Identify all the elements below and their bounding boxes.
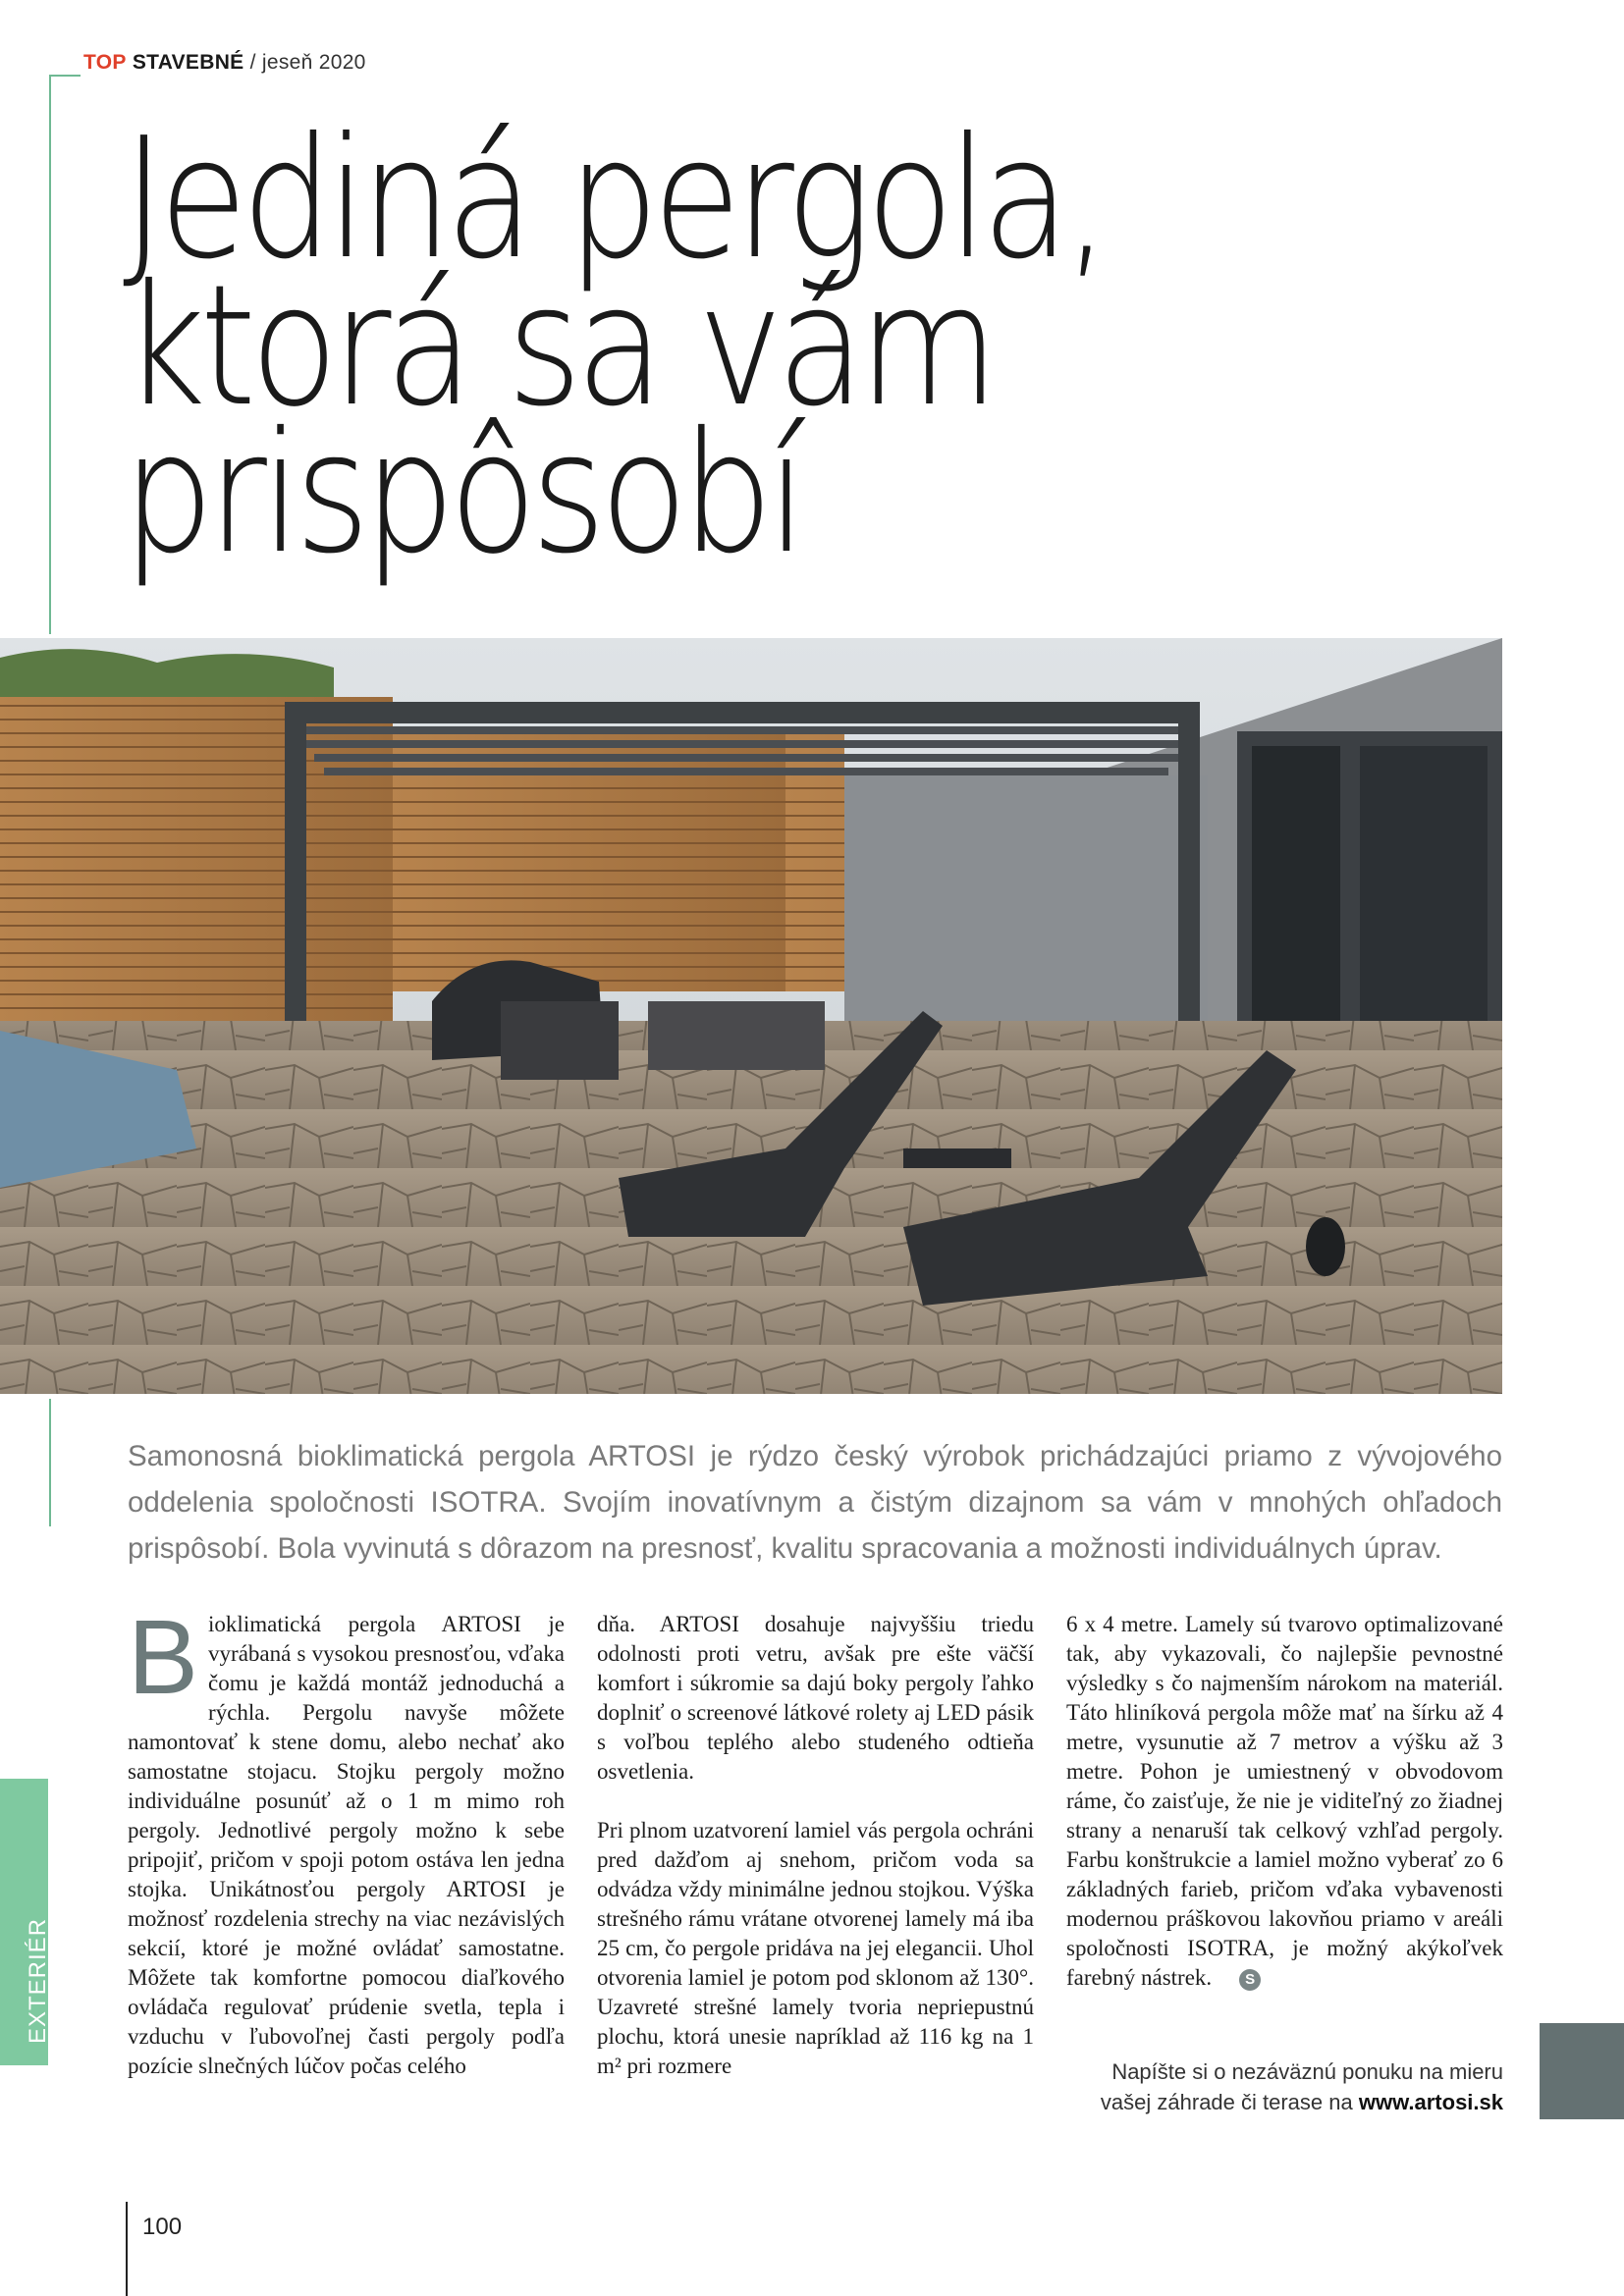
- brand-stavebne: STAVEBNÉ: [132, 51, 244, 74]
- brand-top: TOP: [83, 51, 127, 74]
- accent-rule-left: [49, 75, 51, 634]
- accent-rule-top: [49, 75, 81, 77]
- pergola-photo: [0, 638, 1502, 1394]
- corner-block: [1540, 2023, 1624, 2119]
- header-separator: /: [249, 51, 256, 74]
- call-to-action: [1066, 2056, 1503, 2117]
- body-paragraph-2: dňa. ARTOSI dosahuje najvyššiu triedu odolnosti proti vetru, avšak pre ešte väčší komfort i súkromie sa dajú boky pergoly ľahko doplniť o screenové látkové rolety aj LED pásik s voľbou teplého alebo studeného odtieňa osvetlenia.: [597, 1612, 1034, 1784]
- body-paragraph-1: [128, 1597, 565, 2081]
- body-paragraph-4: [1066, 1610, 1503, 1993]
- cta-line-1: Napíšte si o nezáväznú ponuku na mieru: [1111, 2059, 1503, 2084]
- drop-cap: B: [128, 1597, 199, 1716]
- end-mark-icon: S: [1239, 1969, 1261, 1991]
- page-title: [123, 102, 1105, 591]
- website-link[interactable]: www.artosi.sk: [1358, 2090, 1503, 2114]
- body-column-1: [128, 1597, 565, 2081]
- page-number: 100: [142, 2214, 183, 2240]
- section-tab-label-wrap: [0, 1779, 51, 2065]
- cta-line-2: [1066, 2087, 1503, 2117]
- title-line-1: Jediná pergola,: [123, 102, 1105, 296]
- body-paragraph-3: Pri plnom uzatvorení lamiel vás pergola ochráni pred dažďom aj snehom, pričom voda sa odvádza vždy minimálne jednou stojkou. Výška strešného rámu vrátane otvorenej lamely má iba 25 cm, čo pergole pridáva na jej elegancii. Uhol otvorenia lamiel je potom pod sklonom až 130°. Uzavreté strešné lamely tvoria nepriepustnú plochu, ktorá unesie napríklad až 116 kg na 1 m² pri rozmere: [597, 1818, 1034, 2078]
- running-header: [83, 51, 366, 75]
- body-text-4: 6 x 4 metre. Lamely sú tvarovo optimalizované tak, aby vykazovali, čo najlepšie pevnostné výsledky s čo najmenším nárokom na materiál. Táto hliníková pergola môže mať na šírku až 4 metre, vysunutie až 7 metrov a výšku až 3 metre. Pohon je umiestnený v obvodovom ráme, čo zaisťuje, že nie je viditeľný zo žiadnej strany a nenaruší tak celkový vzhľad pergoly. Farbu konštrukcie a lamiel možno vyberať zo 6 základných farieb, pričom vďaka vybavenosti modernou práškovou lakovňou priamo v areáli spoločnosti ISOTRA, je možný akýkoľvek farebný nástrek.: [1066, 1612, 1503, 1990]
- title-line-2: ktorá sa vám: [123, 249, 994, 444]
- body-column-2: [597, 1610, 1034, 2081]
- footer-rule: [126, 2202, 128, 2296]
- pergola-scene-illustration: [0, 638, 1502, 1394]
- accent-rule-left-lower: [49, 1399, 51, 1526]
- body-text-1: ioklimatická pergola ARTOSI je vyrábaná s vysokou presnosťou, vďaka čomu je každá montáž jednoduchá a rýchla. Pergolu navyše môžete namontovať k stene domu, alebo nechať ako samostatne stojacu. Stojku pergoly možno individuálne posunúť až o 1 m mimo roh pergoly. Jednotlivé pergoly možno k sebe pripojiť, pričom v spoji potom ostáva len jedna stojka. Unikátnosťou pergoly ARTOSI je možnosť rozdelenia strechy na viac nezávislých sekcií, ktoré je možné ovládať samostatne. Môžete tak komfortne pomocou diaľkového ovládača regulovať prúdenie svetla, tepla i vzduchu v ľubovoľnej časti pergoly podľa pozície slnečných lúčov počas celého: [128, 1612, 565, 2078]
- body-column-3: [1066, 1610, 1503, 1993]
- section-tab-label: EXTERIÉR: [25, 1917, 51, 2044]
- issue-label: jeseň 2020: [261, 51, 366, 74]
- title-line-3: prispôsobí: [123, 397, 801, 591]
- lead-paragraph: Samonosná bioklimatická pergola ARTOSI je rýdzo český výrobok prichádzajúci priamo z vývojového oddelenia spoločnosti ISOTRA. Svojím inovatívnym a čistým dizajnom sa vám v mnohých ohľadoch prispôsobí. Bola vyvinutá s dôrazom na presnosť, kvalitu spracovania a možnosti individuálnych úprav.: [128, 1440, 1502, 1565]
- cta-line-2-text: vašej záhrade či terase na: [1100, 2090, 1353, 2114]
